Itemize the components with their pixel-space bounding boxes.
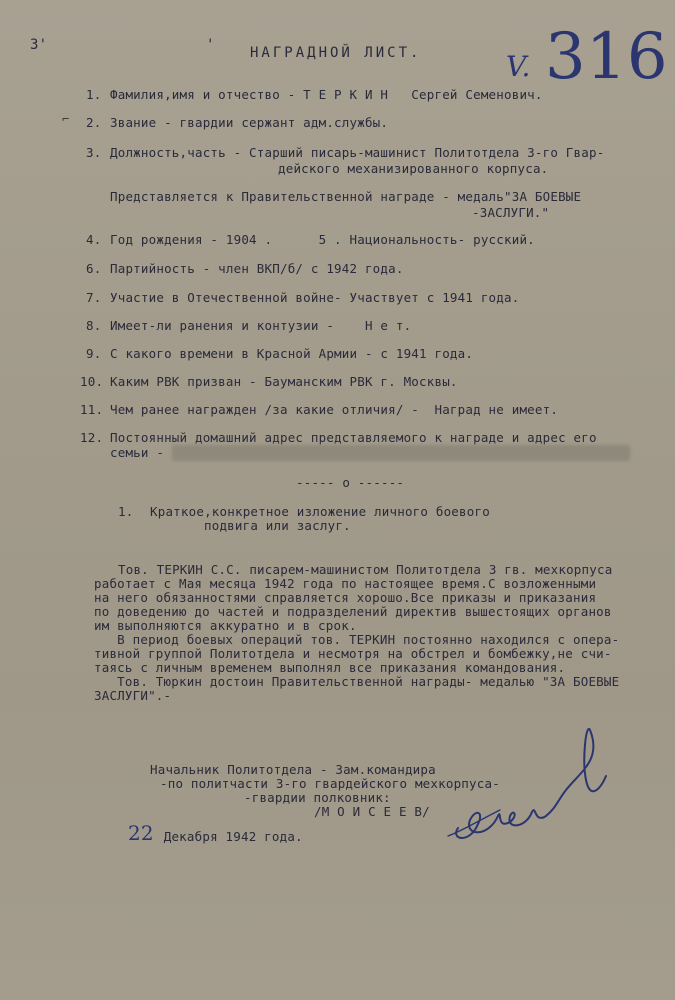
divider: ----- о ------ <box>296 475 405 490</box>
signature-line: Начальник Политотдела - Зам.командира <box>150 762 436 777</box>
date-day: 22 <box>128 821 154 845</box>
item-number: 12. <box>80 430 104 445</box>
page-title: НАГРАДНОЙ ЛИСТ. <box>250 45 422 61</box>
item-text: Партийность - член ВКП/б/ с 1942 года. <box>110 261 404 276</box>
item-number: 8. <box>86 318 102 333</box>
item-text: Участие в Отечественной войне- Участвует с 1941 года. <box>110 290 520 305</box>
body-line: таясь с личным временем выполнял все приказания командования. <box>94 660 566 675</box>
body-line: В период боевых операций тов. ТЕРКИН постоянно находился с опера- <box>94 632 620 647</box>
handwritten-v: V. <box>506 50 531 83</box>
section-title: Краткое,конкретное изложение личного боевого <box>150 504 490 519</box>
item-text: Имеет-ли ранения и контузии - Н е т. <box>110 318 412 333</box>
body-line: по доведению до частей и подразделений директив вышестоящих органов <box>94 604 612 619</box>
body-line: работает с Мая месяца 1942 года по настоящее время.С возложенными <box>94 576 597 591</box>
item-text: Фамилия,имя и отчество - Т Е Р К И Н Сергей Семенович. <box>110 87 543 102</box>
signature-line: -по политчасти 3-го гвардейского мехкорпуса- <box>160 776 500 791</box>
handwritten-number: 316 <box>545 20 668 94</box>
item-text-cont: -ЗАСЛУГИ." <box>472 205 550 220</box>
body-line: Тов. Тюркин достоин Правительственной награды- медалью "ЗА БОЕВЫЕ <box>94 674 620 689</box>
item-text: Должность,часть - Старший писарь-машинист Политотдела 3-го Гвар- <box>110 145 605 160</box>
body-line: им выполняются аккуратно и в срок. <box>94 618 357 633</box>
item-text: С какого времени в Красной Армии - с 1941 года. <box>110 346 474 361</box>
redaction-block <box>172 445 630 461</box>
handwritten-signature <box>440 720 620 860</box>
item-number: 9. <box>86 346 102 361</box>
item-text: Год рождения - 1904 . 5 . Национальность- русский. <box>110 232 535 247</box>
section-number: 1. <box>118 504 134 519</box>
item-text: Чем ранее награжден /за какие отличия/ - Наград не имеет. <box>110 402 559 417</box>
item-text: Представляется к Правительственной награде - медаль"ЗА БОЕВЫЕ <box>110 189 582 204</box>
body-line: тивной группой Политотдела и несмотря на обстрел и бомбежку,не счи- <box>94 646 612 661</box>
item-number: 4. <box>86 232 102 247</box>
signature-name: /М О И С Е Е В/ <box>314 804 430 819</box>
date-text: Декабря 1942 года. <box>156 829 303 844</box>
body-line: Тов. ТЕРКИН С.С. писарем-машинистом Политотдела 3 гв. мехкорпуса <box>118 562 613 577</box>
body-line: ЗАСЛУГИ".- <box>94 688 172 703</box>
item-number: 11. <box>80 402 104 417</box>
apostrophe-mark: ' <box>206 37 215 53</box>
item-text-cont: дейского механизированного корпуса. <box>278 161 549 176</box>
item-number: 3. <box>86 145 102 160</box>
item-number: 1. <box>86 87 102 102</box>
item-text: Постоянный домашний адрес представляемого к награде и адрес его <box>110 430 597 445</box>
item-number: 7. <box>86 290 102 305</box>
corner-mark: 3' <box>30 37 48 53</box>
item-number: 6. <box>86 261 102 276</box>
item-text: Каким РВК призван - Бауманским РВК г. Москвы. <box>110 374 458 389</box>
tab-mark: ⌐ <box>62 112 70 126</box>
item-text: Звание - гвардии сержант адм.службы. <box>110 115 389 130</box>
signature-line: -гвардии полковник: <box>244 790 391 805</box>
item-text-cont: семьи - <box>110 445 165 460</box>
item-number: 10. <box>80 374 104 389</box>
item-number: 2. <box>86 115 102 130</box>
body-line: на него обязанностями справляется хорошо.Все приказы и приказания <box>94 590 597 605</box>
section-title-cont: подвига или заслуг. <box>204 518 351 533</box>
